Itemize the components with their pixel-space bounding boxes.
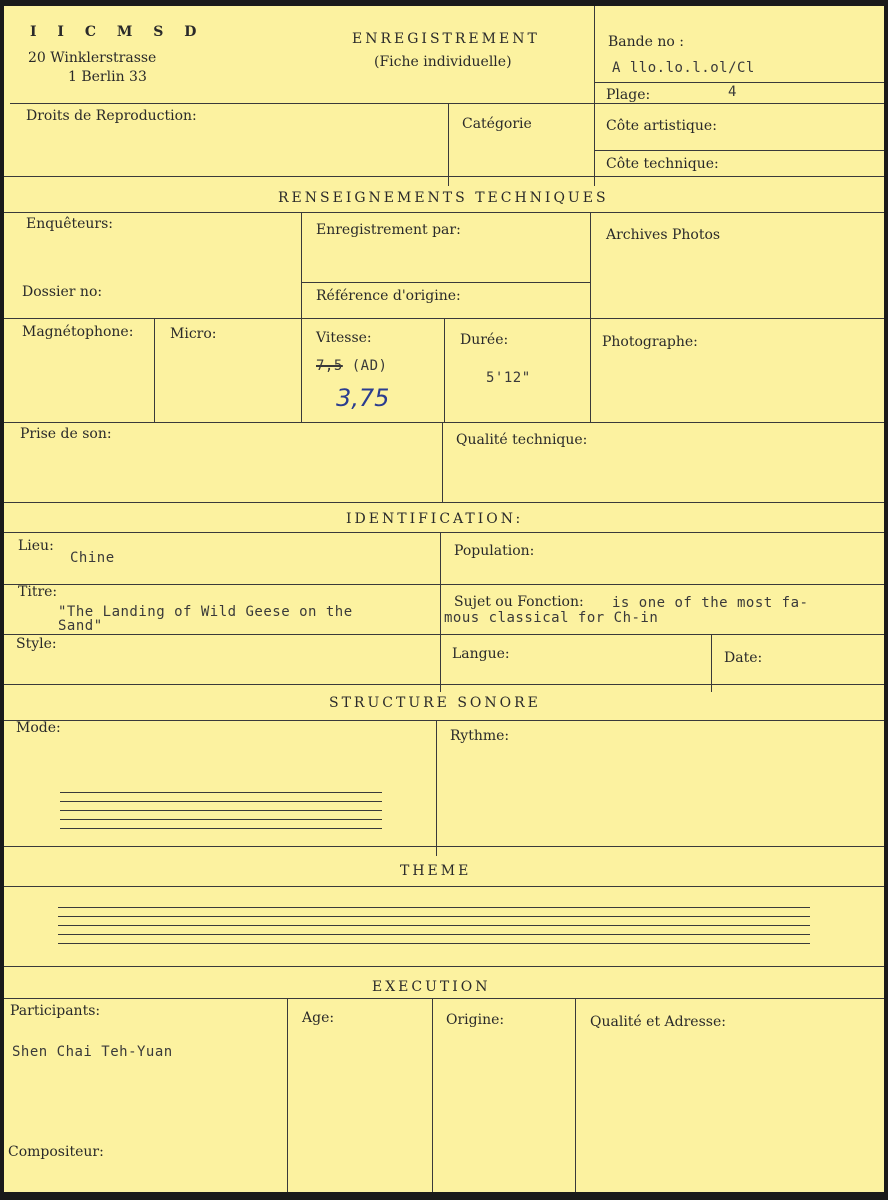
divider xyxy=(4,212,884,213)
prise-label: Prise de son: xyxy=(20,426,112,442)
divider xyxy=(4,846,884,847)
divider xyxy=(287,998,288,1192)
divider xyxy=(4,422,884,423)
archives-photos-label: Archives Photos xyxy=(606,227,721,243)
divider xyxy=(4,584,884,585)
enqueteurs-label: Enquêteurs: xyxy=(26,216,114,232)
sujet-label: Sujet ou Fonction: xyxy=(454,594,584,610)
style-label: Style: xyxy=(16,636,57,652)
photographe-label: Photographe: xyxy=(602,334,698,350)
titre-line-2: Sand" xyxy=(58,618,103,634)
divider xyxy=(444,318,445,422)
origine-label: Origine: xyxy=(446,1012,505,1028)
mode-label: Mode: xyxy=(16,720,61,736)
theme-ruled-line xyxy=(58,943,810,944)
divider xyxy=(440,532,441,692)
vitesse-handwritten: 3,75 xyxy=(336,384,390,412)
section-title-identification: IDENTIFICATION: xyxy=(346,511,524,527)
divider xyxy=(301,282,590,283)
rythme-label: Rythme: xyxy=(450,728,510,744)
divider xyxy=(442,422,443,502)
bande-label: Bande no : xyxy=(608,34,684,50)
theme-ruled-line xyxy=(58,934,810,935)
divider xyxy=(10,103,884,104)
divider xyxy=(594,82,884,83)
section-title-structure: STRUCTURE SONORE xyxy=(329,695,541,711)
dossier-label: Dossier no: xyxy=(22,284,103,300)
duree-label: Durée: xyxy=(460,332,509,348)
address-line-1: 20 Winklerstrasse xyxy=(28,50,157,66)
divider xyxy=(4,684,884,685)
titre-line-1: "The Landing of Wild Geese on the xyxy=(58,604,353,620)
micro-label: Micro: xyxy=(170,326,217,342)
reference-label: Référence d'origine: xyxy=(316,288,461,304)
divider xyxy=(4,886,884,887)
divider xyxy=(436,720,437,856)
participant-value: Shen Chai Teh-Yuan xyxy=(12,1044,173,1060)
qualite-adresse-label: Qualité et Adresse: xyxy=(590,1014,726,1030)
divider xyxy=(4,532,884,533)
theme-ruled-line xyxy=(58,925,810,926)
divider xyxy=(448,103,449,186)
mode-ruled-line xyxy=(60,819,382,820)
org-logo: I I C M S D xyxy=(30,24,205,40)
qualite-technique-label: Qualité technique: xyxy=(456,432,588,448)
vitesse-label: Vitesse: xyxy=(316,330,372,346)
form-subtitle: (Fiche individuelle) xyxy=(374,54,512,70)
divider xyxy=(301,212,302,422)
participants-label: Participants: xyxy=(10,1003,101,1019)
vitesse-typed: (AD) xyxy=(351,358,388,374)
mode-ruled-line xyxy=(60,801,382,802)
bande-value: A llo.lo.l.ol/Cl xyxy=(612,60,755,76)
divider xyxy=(4,998,884,999)
magnetophone-label: Magnétophone: xyxy=(22,324,134,340)
plage-label: Plage: xyxy=(606,87,651,103)
cote-technique-label: Côte technique: xyxy=(606,156,719,172)
address-line-2: 1 Berlin 33 xyxy=(68,69,147,85)
categorie-label: Catégorie xyxy=(462,116,532,132)
divider xyxy=(594,150,884,151)
langue-label: Langue: xyxy=(452,646,510,662)
sujet-line-1: is one of the most fa- xyxy=(612,595,809,611)
divider xyxy=(4,720,884,721)
droits-label: Droits de Reproduction: xyxy=(26,108,197,124)
date-label: Date: xyxy=(724,650,763,666)
divider xyxy=(4,966,884,967)
divider xyxy=(154,318,155,422)
recording-card xyxy=(4,6,884,1192)
lieu-label: Lieu: xyxy=(18,538,54,554)
section-title-theme: THEME xyxy=(400,863,472,879)
plage-value: 4 xyxy=(728,84,737,100)
vitesse-struck: 7,5 xyxy=(316,358,343,374)
divider xyxy=(575,998,576,1192)
section-title-technical: RENSEIGNEMENTS TECHNIQUES xyxy=(278,190,609,206)
duree-value: 5'12" xyxy=(486,370,531,386)
titre-label: Titre: xyxy=(18,584,58,600)
sujet-line-2: mous classical for Ch-in xyxy=(444,610,659,626)
mode-ruled-line xyxy=(60,810,382,811)
lieu-value: Chine xyxy=(70,550,115,566)
population-label: Population: xyxy=(454,543,535,559)
divider xyxy=(432,998,433,1192)
mode-ruled-line xyxy=(60,792,382,793)
divider xyxy=(4,634,884,635)
divider xyxy=(590,212,591,422)
form-title: ENREGISTREMENT xyxy=(352,31,540,47)
divider xyxy=(4,176,884,177)
vitesse-struck-value xyxy=(316,358,387,374)
cote-artistique-label: Côte artistique: xyxy=(606,118,717,134)
section-title-execution: EXECUTION xyxy=(372,979,491,995)
theme-ruled-line xyxy=(58,907,810,908)
mode-ruled-line xyxy=(60,828,382,829)
theme-ruled-line xyxy=(58,916,810,917)
compositeur-label: Compositeur: xyxy=(8,1144,104,1160)
divider xyxy=(4,502,884,503)
enregistrement-par-label: Enregistrement par: xyxy=(316,222,461,238)
divider xyxy=(594,6,595,186)
age-label: Age: xyxy=(302,1010,335,1026)
